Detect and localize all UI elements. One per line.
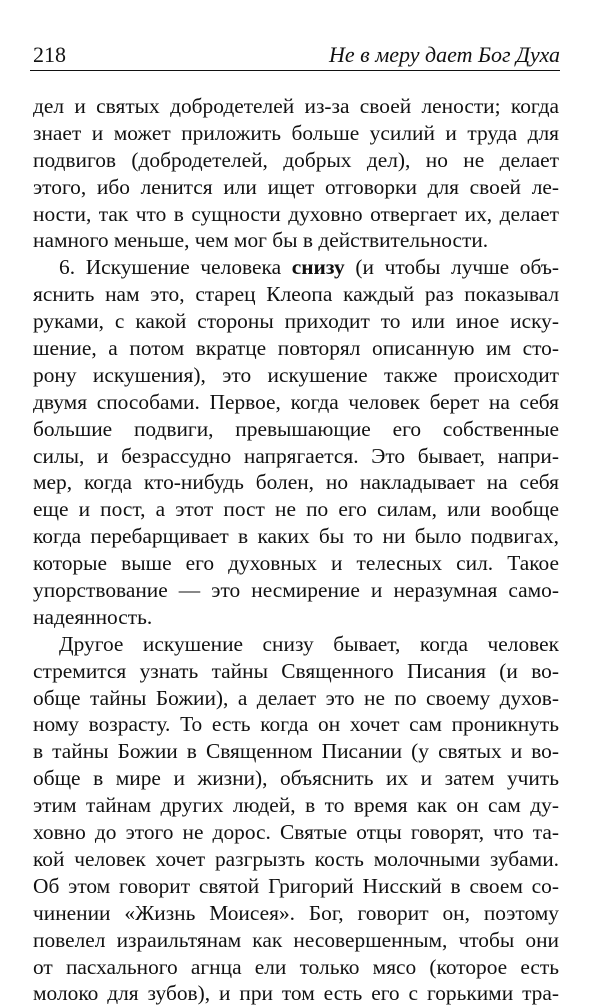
text-line: шение, а потом вкратце повторял описанную им сто- xyxy=(33,336,559,361)
text-line: в тайны Божии в Священном Писании (у святых и во- xyxy=(33,739,559,764)
text-line: Об этом говорит святой Григорий Нисский в своем со- xyxy=(33,873,559,898)
header-rule xyxy=(30,70,560,71)
text-line: намного меньше, чем мог бы в действительности. xyxy=(33,228,489,253)
page-header xyxy=(30,38,560,70)
text-line: чинении «Жизнь Моисея». Бог, говорит он, поэтому xyxy=(33,900,559,925)
body-text xyxy=(33,93,559,1007)
text-line: ности, так что в сущности духовно отвергает их, делает xyxy=(33,201,559,226)
text-line: подвигов (добродетелей, добрых дел), но не делает xyxy=(33,147,559,172)
text-line: упорствование — это несмирение и неразумная само- xyxy=(33,578,559,603)
text-line xyxy=(33,254,559,281)
text-line: руками, с какой стороны приходит то или иное иску- xyxy=(33,309,559,334)
text-line: силы, и безрассудно напрягается. Это бывает, напри- xyxy=(33,443,559,468)
page-number: 218 xyxy=(33,42,66,67)
text-line: большие подвиги, превышающие его собственные xyxy=(33,416,559,441)
text-line: еще и пост, а этот пост не по его силам, или вообще xyxy=(33,497,559,522)
text-line: этим тайнам других людей, в то время как он сам ду- xyxy=(33,793,559,818)
text-segment: 6. Искушение человека xyxy=(59,255,292,280)
text-line: которые выше его духовных и телесных сил. Такое xyxy=(33,551,559,576)
text-line: яснить нам это, старец Клеопа каждый раз показывал xyxy=(33,282,559,307)
text-line: кой человек хочет разгрызть кость молочными зубами. xyxy=(33,846,559,871)
text-line: знает и может приложить больше усилий и труда для xyxy=(33,120,559,145)
text-line: обще тайны Божии), а делает это не по своему духов- xyxy=(33,685,559,710)
text-line: дел и святых добродетелей из-за своей лености; когда xyxy=(33,94,559,118)
text-line: стремится узнать тайны Священного Писания (и во- xyxy=(33,658,559,683)
text-segment: (и чтобы лучше объ- xyxy=(344,255,559,280)
text-line: мер, когда кто-нибудь болен, но накладывает на себя xyxy=(33,470,559,495)
text-line: молоко для зубов), и при том есть его с горькими тра- xyxy=(33,981,559,1006)
text-line: когда перебарщивает в каких бы то ни было подвигах, xyxy=(33,524,559,549)
text-line: надеянность. xyxy=(33,604,153,629)
text-line: Другое искушение снизу бывает, когда человек xyxy=(59,631,559,656)
text-line: ховно до этого не дорос. Святые отцы говорят, что та- xyxy=(33,820,559,845)
running-title: Не в меру дает Бог Духа xyxy=(329,42,560,67)
emphasis-word: снизу xyxy=(291,255,345,280)
text-line: этого, ибо ленится или ищет отговорки для своей ле- xyxy=(33,174,559,199)
text-line: ному возрасту. То есть когда он хочет сам проникнуть xyxy=(33,712,559,737)
text-line: от пасхального агнца ели только мясо (которое есть xyxy=(33,954,559,979)
text-line: обще в мире и жизни), объяснить их и затем учить xyxy=(33,766,559,791)
text-line: двумя способами. Первое, когда человек берет на себя xyxy=(33,389,559,414)
text-line: рону искушения), это искушение также происходит xyxy=(33,362,559,387)
text-line: повелел израильтянам как несовершенным, чтобы они xyxy=(33,927,559,952)
